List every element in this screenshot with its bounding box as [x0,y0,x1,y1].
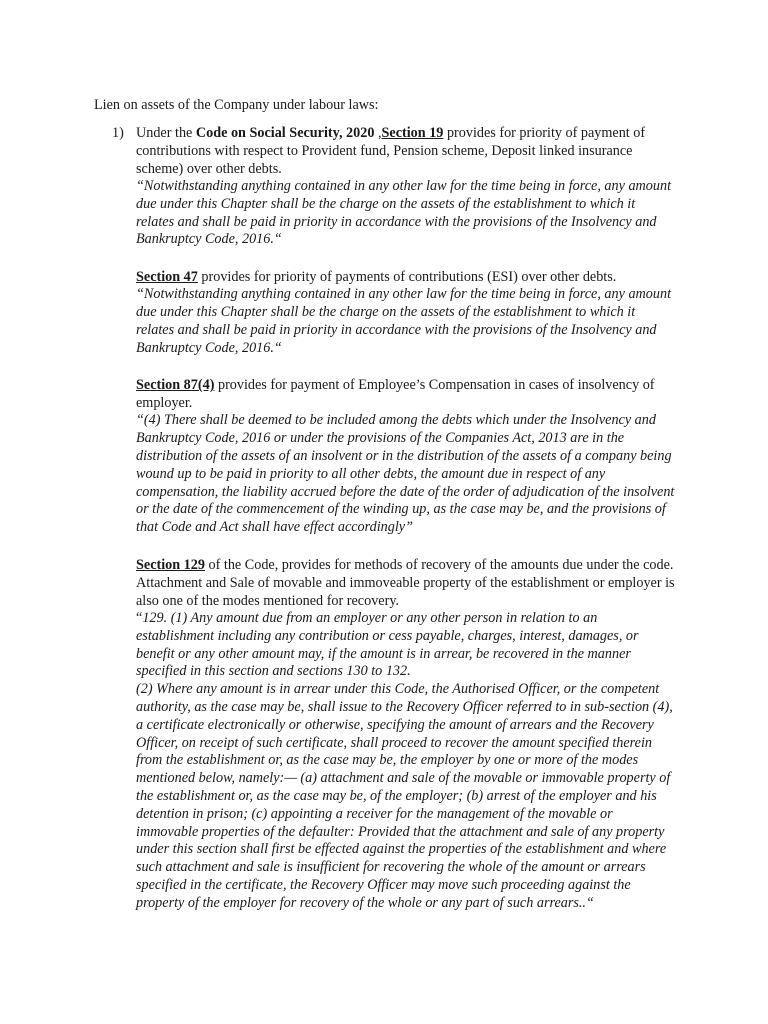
section-129-paragraph [136,556,676,610]
section-87-quote: “(4) There shall be deemed to be included among the debts which under the Insolvency and Bankruptcy Code, 2016 or under the provisions of the Companies Act, 2013 are in the distribution of the assets of an insolvent or in the distribution of the assets of a company being wound up to be paid in priority to all other debts, the amount due in respect of any compensation, the liability accrued before the date of the order of adjudication of the insolvent or the date of the commencement of the winding up, as the case may be, and the provisions of that Code and Act shall have effect accordingly” [136,412,675,536]
section-47-heading: Section 47 [136,269,198,286]
section-129-heading: Section 129 [136,556,205,573]
section-47-paragraph [136,268,676,286]
s47-description: provides for priority of payments of contributions (ESI) over other debts. [197,269,617,286]
list-number: 1) [112,125,124,141]
s19-intro: Under the [136,125,196,141]
section-47-quote: “Notwithstanding anything contained in any other law for the time being in force, any amount due under this Chapter shall be the charge on the assets of the establishment to which it relates and shall be paid in priority in accordance with the provisions of the Insolvency and Bankruptcy Code, 2016.“ [136,286,672,356]
section-129-quote-2: (2) Where any amount is in arrear under this Code, the Authorised Officer, or the competent authority, as the case may be, shall issue to the Recovery Officer referred to in sub-section (4), a certificate electronically or otherwise, specifying the amount of arrears and the Recovery Officer, on receipt of such certificate, shall proceed to recover the amount specified therein from the establishment or, as the case may be, the employer by one or more of the modes mentioned below, namely:— (a) attachment and sale of the movable or immovable property of the establishment or, as the case may be, of the employer; (b) arrest of the employer and his detention in prison; (c) appointing a receiver for the management of the movable or immovable properties of the defaulter: Provided that the attachment and sale of any property under this section shall first be effected against the properties of the establishment and where such attachment and sale is insufficient for recovering the whole of the amount or arrears specified in the certificate, the Recovery Officer may move such proceeding against the property of the employer for recovery of the whole or any part of such arrears..“ [136,681,673,911]
section-129-subsection-1: 129. (1) Any amount due from an employer or any other person in relation to an establishment including any contribution or cess payable, charges, interest, damages, or benefit or any other amount may, if the amount is in arrear, be recovered in the manner specified in this section and sections 130 to 132. [136,609,639,680]
page-heading: Lien on assets of the Company under labour laws: [94,97,379,113]
code-name: Code on Social Security, 2020 [195,125,375,141]
s19-description: provides for priority of payment of contributions with respect to Provident fund, Pension scheme, Deposit linked insurance scheme) over other debts. [136,125,646,177]
section-19-paragraph [136,124,676,178]
spacer [136,357,676,376]
section-129-quote-1 [136,610,676,681]
list-item-content [136,124,676,913]
s19-separator: , [374,125,382,141]
section-19-heading: Section 19 [381,125,444,141]
spacer [136,249,676,268]
section-87-paragraph [136,376,676,412]
quote-open-mark: “ [136,609,143,626]
s87-description: provides for payment of Employee’s Compensation in cases of insolvency of employer. [136,377,655,412]
section-19-quote: “Notwithstanding anything contained in any other law for the time being in force, any amount due under this Chapter shall be the charge on the assets of the establishment to which it relates and shall be paid in priority in accordance with the provisions of the Insolvency and Bankruptcy Code, 2016.“ [136,178,672,248]
section-87-heading: Section 87(4) [136,377,215,394]
s129-description: of the Code, provides for methods of recovery of the amounts due under the code. Attachment and Sale of movable and immoveable property of the establishment or employer is also one of the modes mentioned for recovery. [136,556,675,609]
spacer [136,537,676,556]
